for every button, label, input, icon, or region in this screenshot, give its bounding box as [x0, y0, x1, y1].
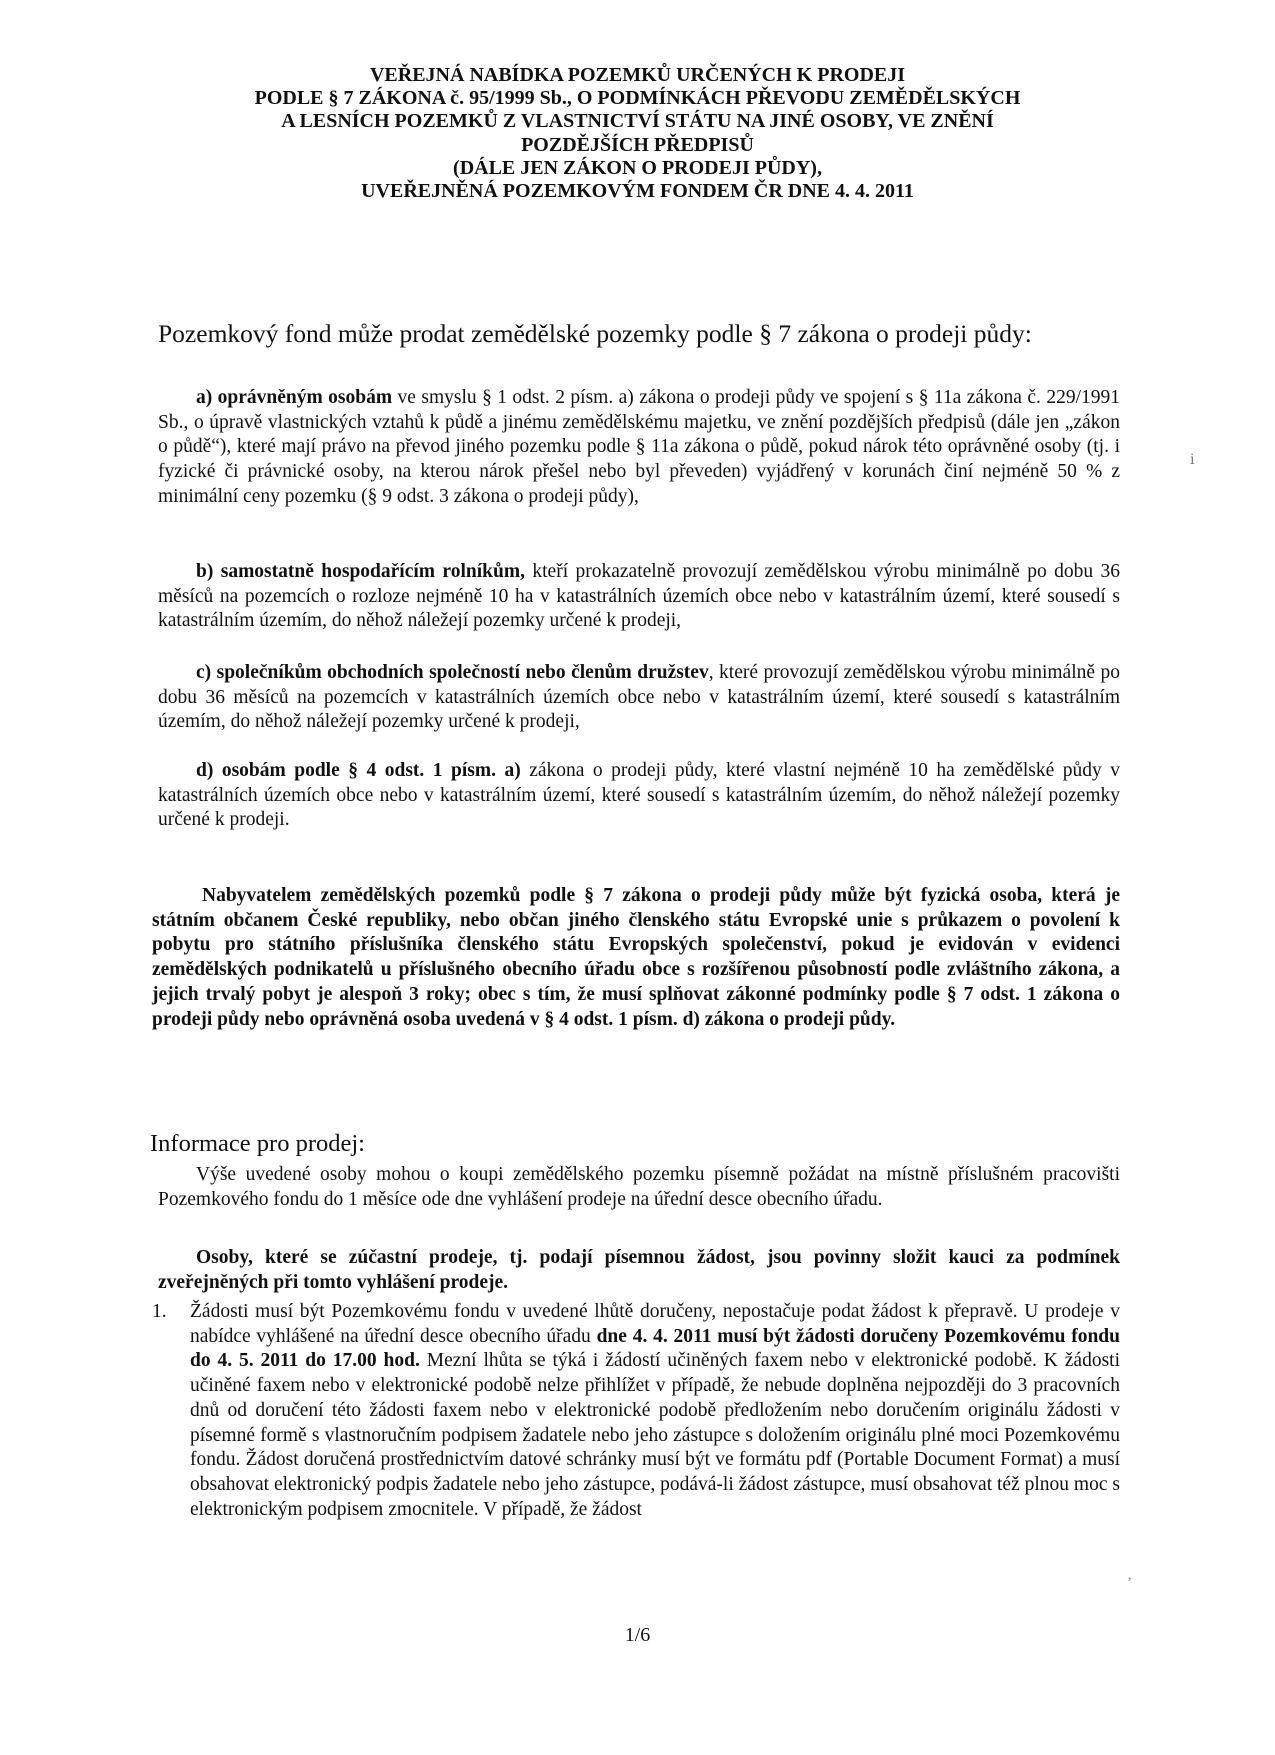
page-number: 1/6 — [624, 1624, 651, 1646]
heading-line-1: VEŘEJNÁ NABÍDKA POZEMKŮ URČENÝCH K PRODEJI — [369, 64, 906, 86]
clause-d-label: d) osobám podle § 4 odst. 1 písm. a) — [196, 760, 521, 781]
margin-mark: ⅰ — [1190, 453, 1195, 468]
clause-b-label: b) samostatně hospodařícím rolníkům, — [196, 561, 525, 582]
heading-line-4: POZDĚJŠÍCH PŘEDPISŮ — [521, 133, 754, 156]
clause-c — [158, 661, 1120, 735]
clause-d-text: zákona o prodeji půdy, které vlastní nejméně 10 ha zemědělské půdy v katastrálních územích obce nebo v katastrálním území, které sousedí s katastrálním územím, do něhož náležejí pozemky určené k prodeji. — [158, 760, 1120, 831]
heading-line-5: (DÁLE JEN ZÁKON O PRODEJI PŮDY), — [453, 156, 822, 179]
clause-a-text: ve smyslu § 1 odst. 2 písm. a) zákona o prodeji půdy ve spojení s § 11a zákona č. 229/1991 Sb., o úpravě vlastnických vztahů k půdě a jinému zemědělskému majetku, ve znění pozdějších předpisů (dále jen „zákon o půdě“), které mají právo na převod jiného pozemku podle § 11a zákona o půdě, pokud nárok této oprávněné osoby (tj. i fyzické či právnické osoby, na kterou nárok přešel nebo byl převeden) vyjádřený v korunách činí nejméně 50 % z minimální ceny pozemku (§ 9 odst. 3 zákona o prodeji půdy), — [158, 387, 1120, 507]
info-paragraph-2: Osoby, které se zúčastní prodeje, tj. podají písemnou žádost, jsou povinny složit kauci za podmínek zveřejněných při tomto vyhlášení prodeje. — [158, 1247, 1120, 1293]
clause-a-label: a) oprávněným osobám — [196, 387, 393, 408]
heading-line-3: A LESNÍCH POZEMKŮ Z VLASTNICTVÍ STÁTU NA JINÉ OSOBY, VE ZNĚNÍ — [281, 110, 994, 133]
clause-d — [158, 759, 1120, 833]
document-heading — [150, 64, 1125, 203]
heading-line-2: PODLE § 7 ZÁKONA č. 95/1999 Sb., O PODMÍNKÁCH PŘEVODU ZEMĚDĚLSKÝCH — [254, 87, 1021, 110]
intro-paragraph: Pozemkový fond může prodat zemědělské pozemky podle § 7 zákona o prodeji půdy: — [158, 319, 1032, 348]
acquirer-paragraph: Nabyvatelem zemědělských pozemků podle § 7 zákona o prodeji půdy může být fyzická osoba, která je státním občanem České republiky, nebo občan jiného členského státu Evropské unie s průkazem o povolení k pobytu pro státního příslušníka členského státu Evropských společenství, pokud je evidován v evidenci zemědělských podnikatelů u příslušného obecního úřadu obce s rozšířenou působností podle zvláštního zákona, a jejich trvalý pobyt je alespoň 3 roky; obec s tím, že musí splňovat zákonné podmínky podle § 7 odst. 1 zákona o prodeji půdy nebo oprávněná osoba uvedená v § 4 odst. 1 písm. d) zákona o prodeji půdy. — [152, 885, 1120, 1030]
info-title: Informace pro prodej: — [150, 1130, 365, 1157]
clause-b — [158, 560, 1120, 634]
heading-line-6: UVEŘEJNĚNÁ POZEMKOVÝM FONDEM ČR DNE 4. 4. 2011 — [361, 180, 914, 203]
list-item-text-part-1: Žádosti musí být Pozemkovému fondu v uvedené lhůtě doručeny, nepostačuje podat žádost k přepravě. U prodeje v nabídce vyhlášené na úřední desce obecního úřadu — [190, 1301, 1120, 1347]
list-item-text — [190, 1300, 1120, 1522]
list-item-deadline: dne 4. 4. 2011 musí být žádosti doručeny Pozemkovému fondu do 4. 5. 2011 do 17.00 hod. — [190, 1325, 1120, 1372]
clause-b-text: kteří prokazatelně provozují zemědělskou výrobu minimálně po dobu 36 měsíců na pozemcích o rozloze nejméně 10 ha v katastrálních územích obce nebo v katastrálním území, které sousedí s katastrálním územím, do něhož náležejí pozemky určené k prodeji, — [158, 561, 1120, 632]
clause-c-label: c) společníkům obchodních společností nebo členům družstev — [196, 662, 709, 683]
clause-a — [158, 386, 1120, 510]
list-item-text-part-2: Mezní lhůta se týká i žádostí učiněných faxem nebo v elektronické podobě. K žádosti učiněné faxem nebo v elektronické podobě nelze přihlížet v případě, že nebude doplněna nejpozději do 3 pracovních dnů od doručení této žádosti faxem nebo v elektronické podobě předložením nebo doručením originálu žádosti v písemné formě s vlastnoručním podpisem žadatele nebo jeho zástupce s doložením originálu plné moci Pozemkovému fondu. Žádost doručená prostřednictvím datové schránky musí být ve formátu pdf (Portable Document Format) a musí obsahovat elektronický podpis žadatele nebo jeho zástupce, podává-li žádost zástupce, musí obsahovat též plnou moc s elektronickým podpisem zmocnitele. V případě, že žádost — [190, 1350, 1121, 1520]
list-item-1 — [152, 1300, 1120, 1522]
list-item-number: 1. — [152, 1301, 167, 1322]
margin-mark: , — [1128, 1568, 1132, 1583]
clause-c-text: , které provozují zemědělskou výrobu minimálně po dobu 36 měsíců na pozemcích v katastrálních územích obce nebo v katastrálním území, které sousedí s katastrálním územím, do něhož náležejí pozemky určené k prodeji, — [158, 662, 1120, 733]
info-paragraph-1: Výše uvedené osoby mohou o koupi zemědělského pozemku písemně požádat na místně příslušném pracovišti Pozemkového fondu do 1 měsíce ode dne vyhlášení prodeje na úřední desce obecního úřadu. — [158, 1164, 1120, 1210]
